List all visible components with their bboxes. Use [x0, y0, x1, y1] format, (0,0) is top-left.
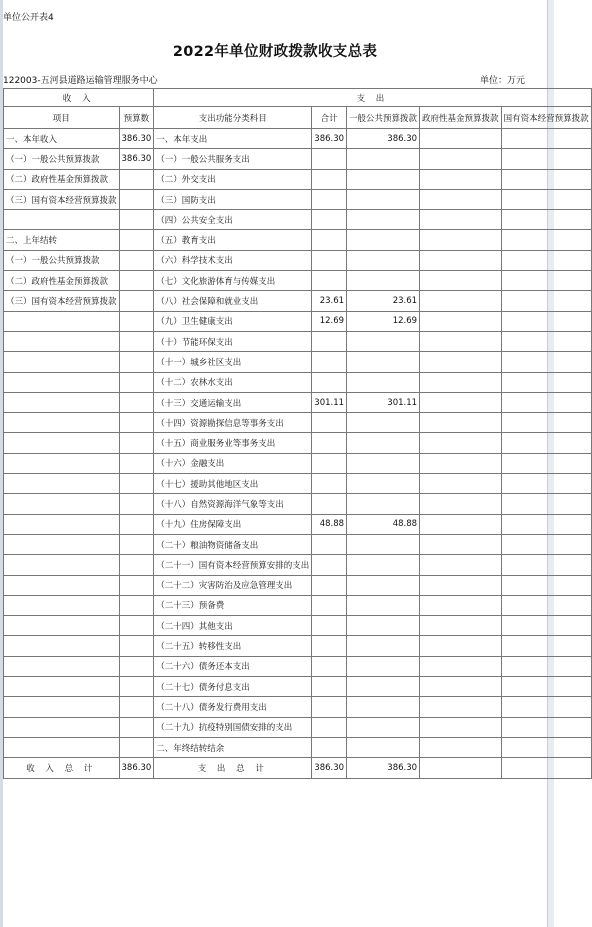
expense-item-cell: 一、本年支出 [154, 129, 312, 149]
expense-item-cell: （十六）金融支出 [154, 453, 312, 473]
income-item-cell [4, 656, 120, 676]
general-budget-cell: 301.11 [347, 392, 420, 412]
table-row [4, 555, 592, 575]
state-capital-total [501, 758, 591, 778]
expense-item-cell: （十四）资源勘探信息等事务支出 [154, 413, 312, 433]
income-item-cell [4, 433, 120, 453]
table-row [4, 433, 592, 453]
gov-fund-cell [420, 189, 502, 209]
table-row [4, 636, 592, 656]
total-amount-cell [312, 555, 347, 575]
general-budget-cell [347, 616, 420, 636]
income-item-cell [4, 311, 120, 331]
general-budget-cell [347, 210, 420, 230]
table-row [4, 697, 592, 717]
budget-table [3, 88, 592, 779]
income-amount-cell [119, 677, 154, 697]
general-budget-cell [347, 595, 420, 615]
general-budget-cell [347, 474, 420, 494]
gov-fund-total [420, 758, 502, 778]
state-capital-cell [501, 372, 591, 392]
expense-item-cell: （二十八）债务发行费用支出 [154, 697, 312, 717]
expense-item-cell: （十三）交通运输支出 [154, 392, 312, 412]
gov-fund-cell [420, 534, 502, 554]
state-capital-cell [501, 697, 591, 717]
state-capital-cell [501, 352, 591, 372]
gov-fund-cell [420, 372, 502, 392]
income-item-cell [4, 555, 120, 575]
total-amount-cell [312, 210, 347, 230]
income-amount-cell [119, 555, 154, 575]
expense-item-cell: 二、年终结转结余 [154, 737, 312, 757]
table-row [4, 149, 592, 169]
income-amount-cell [119, 210, 154, 230]
income-amount-cell [119, 616, 154, 636]
income-item-cell [4, 392, 120, 412]
income-total-amount: 386.30 [119, 758, 154, 778]
income-amount-cell: 386.30 [119, 149, 154, 169]
unit-name: 122003-五河县道路运输管理服务中心 [3, 76, 158, 86]
total-amount-cell [312, 474, 347, 494]
gov-fund-cell [420, 656, 502, 676]
general-budget-cell [347, 271, 420, 291]
expense-item-cell: （二十七）债务付息支出 [154, 677, 312, 697]
general-budget-cell [347, 494, 420, 514]
expense-item-cell: （十）节能环保支出 [154, 331, 312, 351]
general-budget-cell [347, 189, 420, 209]
table-row [4, 514, 592, 534]
state-capital-cell [501, 474, 591, 494]
expense-item-cell: （九）卫生健康支出 [154, 311, 312, 331]
expense-item-cell: （十九）住房保障支出 [154, 514, 312, 534]
total-amount-cell [312, 433, 347, 453]
income-item-cell: （二）政府性基金预算拨款 [4, 271, 120, 291]
income-item-cell [4, 453, 120, 473]
gov-fund-cell [420, 413, 502, 433]
column-header: 合计 [312, 107, 347, 129]
general-budget-cell [347, 534, 420, 554]
general-budget-cell [347, 352, 420, 372]
income-item-cell [4, 352, 120, 372]
total-amount-cell [312, 352, 347, 372]
expense-item-cell: （二十六）债务还本支出 [154, 656, 312, 676]
table-row [4, 291, 592, 311]
total-amount-cell [312, 169, 347, 189]
expense-item-cell: （二十五）转移性支出 [154, 636, 312, 656]
total-amount-cell [312, 372, 347, 392]
income-item-cell [4, 534, 120, 554]
income-amount-cell [119, 474, 154, 494]
income-item-cell: （二）政府性基金预算拨款 [4, 169, 120, 189]
unit-label: 单位：万元 [480, 76, 526, 86]
gov-fund-cell [420, 616, 502, 636]
income-item-cell: （三）国有资本经营预算拨款 [4, 189, 120, 209]
total-amount-cell [312, 656, 347, 676]
table-row [4, 616, 592, 636]
general-budget-cell [347, 575, 420, 595]
total-amount-cell [312, 697, 347, 717]
gov-fund-cell [420, 271, 502, 291]
gov-fund-cell [420, 129, 502, 149]
income-amount-cell [119, 717, 154, 737]
page-title: 2022年单位财政拨款收支总表 [172, 44, 378, 60]
income-amount-cell [119, 311, 154, 331]
table-row [4, 717, 592, 737]
column-header: 一般公共预算拨款 [347, 107, 420, 129]
table-row [4, 494, 592, 514]
total-amount-cell [312, 331, 347, 351]
income-amount-cell [119, 413, 154, 433]
expense-item-cell: （五）教育支出 [154, 230, 312, 250]
expense-total-amount: 386.30 [312, 758, 347, 778]
table-row [4, 474, 592, 494]
general-budget-total: 386.30 [347, 758, 420, 778]
income-total-label: 收 入 总 计 [4, 758, 120, 778]
section-header-row [4, 89, 592, 107]
income-amount-cell [119, 697, 154, 717]
general-budget-cell [347, 169, 420, 189]
general-budget-cell: 12.69 [347, 311, 420, 331]
table-row [4, 595, 592, 615]
income-item-cell: 二、上年结转 [4, 230, 120, 250]
income-item-cell [4, 575, 120, 595]
expense-item-cell: （十七）援助其他地区支出 [154, 474, 312, 494]
general-budget-cell [347, 433, 420, 453]
gov-fund-cell [420, 717, 502, 737]
gov-fund-cell [420, 169, 502, 189]
total-amount-cell [312, 453, 347, 473]
state-capital-cell [501, 129, 591, 149]
state-capital-cell [501, 250, 591, 270]
state-capital-cell [501, 453, 591, 473]
income-item-cell: （一）一般公共预算拨款 [4, 149, 120, 169]
table-row [4, 413, 592, 433]
income-amount-cell [119, 636, 154, 656]
total-amount-cell [312, 189, 347, 209]
income-amount-cell [119, 271, 154, 291]
gov-fund-cell [420, 514, 502, 534]
total-amount-cell [312, 677, 347, 697]
general-budget-cell [347, 636, 420, 656]
income-item-cell [4, 331, 120, 351]
column-header-row [4, 107, 592, 129]
gov-fund-cell [420, 677, 502, 697]
general-budget-cell [347, 331, 420, 351]
gov-fund-cell [420, 494, 502, 514]
expense-item-cell: （六）科学技术支出 [154, 250, 312, 270]
general-budget-cell [347, 677, 420, 697]
expense-item-cell: （十五）商业服务业等事务支出 [154, 433, 312, 453]
general-budget-cell [347, 453, 420, 473]
state-capital-cell [501, 189, 591, 209]
total-amount-cell [312, 616, 347, 636]
gov-fund-cell [420, 575, 502, 595]
table-row [4, 210, 592, 230]
gov-fund-cell [420, 331, 502, 351]
general-budget-cell [347, 656, 420, 676]
income-amount-cell [119, 494, 154, 514]
table-row [4, 230, 592, 250]
expense-item-cell: （三）国防支出 [154, 189, 312, 209]
state-capital-cell [501, 636, 591, 656]
gov-fund-cell [420, 636, 502, 656]
income-item-cell [4, 514, 120, 534]
expense-item-cell: （四）公共安全支出 [154, 210, 312, 230]
general-budget-cell: 48.88 [347, 514, 420, 534]
state-capital-cell [501, 210, 591, 230]
state-capital-cell [501, 575, 591, 595]
general-budget-cell [347, 555, 420, 575]
expense-item-cell: （二）外交支出 [154, 169, 312, 189]
expense-item-cell: （二十四）其他支出 [154, 616, 312, 636]
expense-item-cell: （十八）自然资源海洋气象等支出 [154, 494, 312, 514]
table-row [4, 271, 592, 291]
state-capital-cell [501, 514, 591, 534]
total-amount-cell [312, 149, 347, 169]
gov-fund-cell [420, 433, 502, 453]
state-capital-cell [501, 737, 591, 757]
gov-fund-cell [420, 392, 502, 412]
income-amount-cell [119, 656, 154, 676]
expense-item-cell: （八）社会保障和就业支出 [154, 291, 312, 311]
state-capital-cell [501, 433, 591, 453]
income-amount-cell [119, 372, 154, 392]
table-row [4, 372, 592, 392]
income-item-cell [4, 717, 120, 737]
total-amount-cell [312, 413, 347, 433]
state-capital-cell [501, 331, 591, 351]
state-capital-cell [501, 656, 591, 676]
income-item-cell [4, 737, 120, 757]
state-capital-cell [501, 149, 591, 169]
expense-item-cell: （二十）粮油物资储备支出 [154, 534, 312, 554]
income-item-cell [4, 494, 120, 514]
column-header: 支出功能分类科目 [154, 107, 312, 129]
state-capital-cell [501, 555, 591, 575]
column-header: 政府性基金预算拨款 [420, 107, 502, 129]
expense-item-cell: （二十九）抗疫特别国债安排的支出 [154, 717, 312, 737]
income-amount-cell [119, 189, 154, 209]
state-capital-cell [501, 677, 591, 697]
gov-fund-cell [420, 230, 502, 250]
table-row [4, 311, 592, 331]
income-amount-cell [119, 230, 154, 250]
state-capital-cell [501, 169, 591, 189]
income-amount-cell [119, 575, 154, 595]
general-budget-cell [347, 697, 420, 717]
total-amount-cell: 386.30 [312, 129, 347, 149]
total-amount-cell [312, 636, 347, 656]
state-capital-cell [501, 271, 591, 291]
income-amount-cell [119, 595, 154, 615]
state-capital-cell [501, 494, 591, 514]
income-amount-cell [119, 534, 154, 554]
table-row [4, 352, 592, 372]
income-item-cell: 一、本年收入 [4, 129, 120, 149]
expense-item-cell: （二十三）预备费 [154, 595, 312, 615]
total-amount-cell [312, 595, 347, 615]
income-item-cell [4, 616, 120, 636]
total-amount-cell [312, 250, 347, 270]
column-header: 预算数 [119, 107, 154, 129]
state-capital-cell [501, 717, 591, 737]
expense-item-cell: （十一）城乡社区支出 [154, 352, 312, 372]
gov-fund-cell [420, 352, 502, 372]
expense-item-cell: （七）文化旅游体育与传媒支出 [154, 271, 312, 291]
total-amount-cell [312, 575, 347, 595]
gov-fund-cell [420, 149, 502, 169]
state-capital-cell [501, 595, 591, 615]
general-budget-cell [347, 230, 420, 250]
expense-section-header: 支 出 [154, 89, 591, 107]
gov-fund-cell [420, 595, 502, 615]
general-budget-cell [347, 149, 420, 169]
income-item-cell [4, 372, 120, 392]
income-amount-cell [119, 453, 154, 473]
total-amount-cell: 48.88 [312, 514, 347, 534]
table-row [4, 575, 592, 595]
gov-fund-cell [420, 737, 502, 757]
state-capital-cell [501, 311, 591, 331]
total-amount-cell: 301.11 [312, 392, 347, 412]
state-capital-cell [501, 392, 591, 412]
state-capital-cell [501, 230, 591, 250]
income-item-cell [4, 595, 120, 615]
total-amount-cell: 23.61 [312, 291, 347, 311]
income-amount-cell [119, 392, 154, 412]
income-amount-cell: 386.30 [119, 129, 154, 149]
expense-item-cell: （二十一）国有资本经营预算安排的支出 [154, 555, 312, 575]
general-budget-cell: 23.61 [347, 291, 420, 311]
table-row [4, 534, 592, 554]
table-row [4, 331, 592, 351]
column-header: 国有资本经营预算拨款 [501, 107, 591, 129]
gov-fund-cell [420, 453, 502, 473]
table-row [4, 737, 592, 757]
state-capital-cell [501, 534, 591, 554]
expense-item-cell: （二十二）灾害防治及应急管理支出 [154, 575, 312, 595]
income-item-cell [4, 413, 120, 433]
expense-total-label: 支 出 总 计 [154, 758, 312, 778]
total-amount-cell [312, 534, 347, 554]
table-row [4, 656, 592, 676]
income-amount-cell [119, 250, 154, 270]
income-item-cell: （一）一般公共预算拨款 [4, 250, 120, 270]
gov-fund-cell [420, 697, 502, 717]
income-item-cell [4, 474, 120, 494]
gov-fund-cell [420, 250, 502, 270]
gov-fund-cell [420, 474, 502, 494]
income-amount-cell [119, 433, 154, 453]
total-amount-cell [312, 494, 347, 514]
gov-fund-cell [420, 291, 502, 311]
income-item-cell [4, 677, 120, 697]
total-amount-cell: 12.69 [312, 311, 347, 331]
income-amount-cell [119, 514, 154, 534]
general-budget-cell [347, 717, 420, 737]
table-row [4, 189, 592, 209]
expense-item-cell: （一）一般公共服务支出 [154, 149, 312, 169]
state-capital-cell [501, 291, 591, 311]
income-amount-cell [119, 291, 154, 311]
state-capital-cell [501, 413, 591, 433]
gov-fund-cell [420, 311, 502, 331]
expense-item-cell: （十二）农林水支出 [154, 372, 312, 392]
table-row [4, 129, 592, 149]
total-amount-cell [312, 230, 347, 250]
table-row [4, 169, 592, 189]
general-budget-cell [347, 250, 420, 270]
general-budget-cell [347, 413, 420, 433]
general-budget-cell [347, 737, 420, 757]
income-item-cell [4, 697, 120, 717]
income-amount-cell [119, 352, 154, 372]
gov-fund-cell [420, 555, 502, 575]
general-budget-cell [347, 372, 420, 392]
income-amount-cell [119, 331, 154, 351]
table-row [4, 677, 592, 697]
table-row [4, 392, 592, 412]
table-row [4, 250, 592, 270]
state-capital-cell [501, 616, 591, 636]
income-section-header: 收 入 [4, 89, 154, 107]
income-item-cell [4, 636, 120, 656]
income-amount-cell [119, 737, 154, 757]
total-amount-cell [312, 737, 347, 757]
column-header: 项目 [4, 107, 120, 129]
income-item-cell [4, 210, 120, 230]
income-amount-cell [119, 169, 154, 189]
total-amount-cell [312, 717, 347, 737]
gov-fund-cell [420, 210, 502, 230]
total-amount-cell [312, 271, 347, 291]
table-row [4, 453, 592, 473]
general-budget-cell: 386.30 [347, 129, 420, 149]
totals-row [4, 758, 592, 778]
income-item-cell: （三）国有资本经营预算拨款 [4, 291, 120, 311]
table-number: 单位公开表4 [3, 13, 54, 23]
